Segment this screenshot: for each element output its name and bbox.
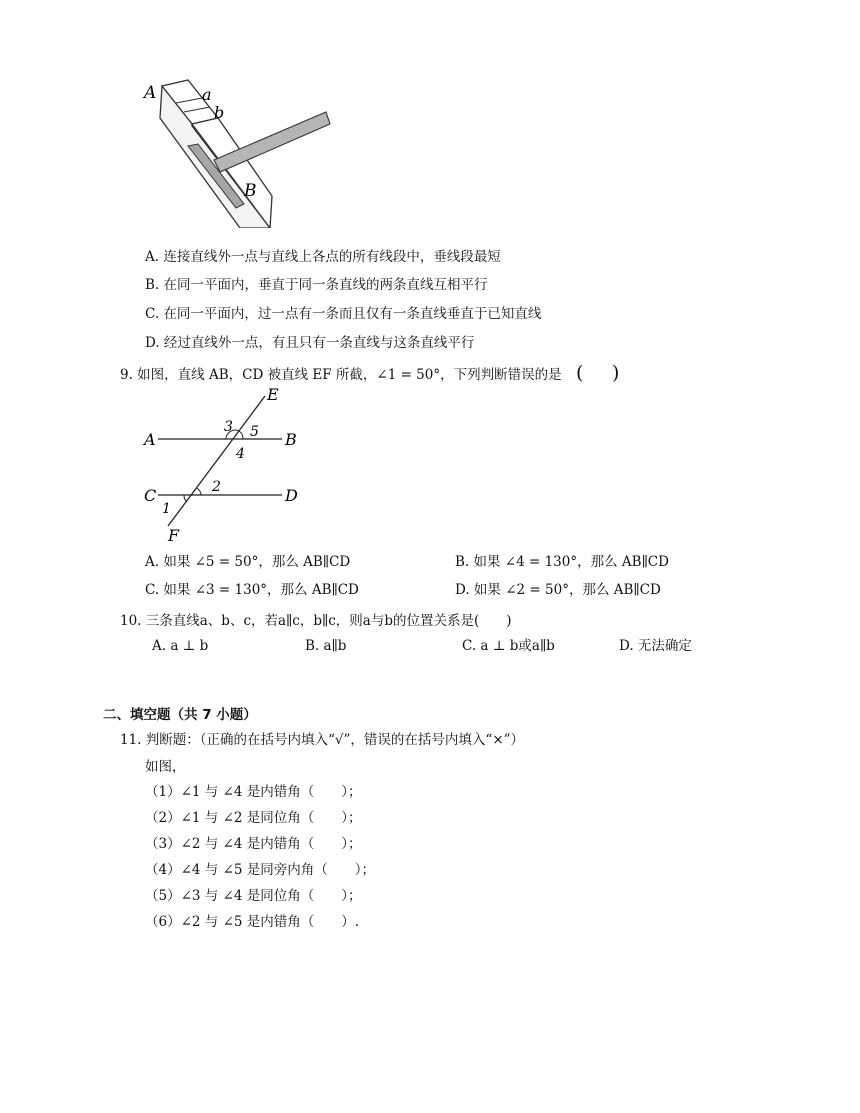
q10-option-c: C. a ⊥ b或a∥b (462, 638, 555, 654)
q10-option-a: A. a ⊥ b (152, 638, 209, 654)
q10-option-b: B. a∥b (305, 638, 347, 654)
q11-intro: 如图， (145, 759, 186, 775)
ruler-label-A: A (144, 83, 157, 103)
fig9-label-D: D (285, 486, 298, 505)
q9-paren-open: ( (576, 362, 584, 384)
fig9-label-F: F (168, 526, 180, 545)
q9-option-a: A. 如果 ∠5 = 50°，那么 AB∥CD (145, 554, 351, 570)
q9-option-c: C. 如果 ∠3 = 130°，那么 AB∥CD (145, 582, 359, 598)
q11-item-3: （3）∠2 与 ∠4 是内错角（ ）； (145, 836, 362, 852)
q9-stem: 9. 如图，直线 AB，CD 被直线 EF 所截，∠1 = 50°，下列判断错误的是 (120, 367, 562, 383)
q11-item-6: （6）∠2 与 ∠5 是内错角（ ）. (145, 914, 360, 930)
q11-item-2: （2）∠1 与 ∠2 是同位角（ ）； (145, 810, 362, 826)
fig9-label-B: B (285, 430, 297, 449)
q8-option-d: D. 经过直线外一点，有且只有一条直线与这条直线平行 (145, 335, 475, 351)
q10-stem: 10. 三条直线a、b、c，若a∥c，b∥c，则a与b的位置关系是( ) (120, 613, 512, 629)
transversal-figure (140, 386, 310, 546)
fig9-label-E: E (267, 386, 279, 404)
q10-option-d: D. 无法确定 (619, 638, 692, 654)
fig9-label-A: A (144, 430, 156, 449)
q11-stem: 11. 判断题：（正确的在括号内填入“√”，错误的在括号内填入“×”） (120, 732, 525, 748)
q9-option-b: B. 如果 ∠4 = 130°，那么 AB∥CD (455, 554, 669, 570)
section-title-fill-in: 二、填空题（共 7 小题） (103, 707, 257, 723)
q9-option-d: D. 如果 ∠2 = 50°，那么 AB∥CD (455, 582, 661, 598)
q8-option-c: C. 在同一平面内，过一点有一条而且仅有一条直线垂直于已知直线 (145, 306, 542, 322)
q11-item-5: （5）∠3 与 ∠4 是同位角（ ）； (145, 888, 362, 904)
q8-option-b: B. 在同一平面内，垂直于同一条直线的两条直线互相平行 (145, 277, 488, 293)
fig9-angle-5: 5 (250, 424, 259, 440)
fig9-angle-2: 2 (212, 479, 221, 495)
fig9-angle-3: 3 (224, 419, 233, 435)
ruler-label-b: b (214, 103, 225, 122)
fig9-angle-1: 1 (162, 501, 171, 517)
q8-option-a: A. 连接直线外一点与直线上各点的所有线段中，垂线段最短 (145, 249, 501, 265)
q9-paren-close: ) (612, 362, 620, 384)
fig9-angle-4: 4 (236, 446, 245, 462)
ruler-label-B: B (244, 181, 257, 201)
ruler-figure (140, 78, 340, 228)
ruler-label-a: a (202, 85, 212, 104)
q11-item-1: （1）∠1 与 ∠4 是内错角（ ）； (145, 784, 362, 800)
q11-item-4: （4）∠4 与 ∠5 是同旁内角（ ）； (145, 862, 376, 878)
fig9-label-C: C (144, 486, 157, 505)
